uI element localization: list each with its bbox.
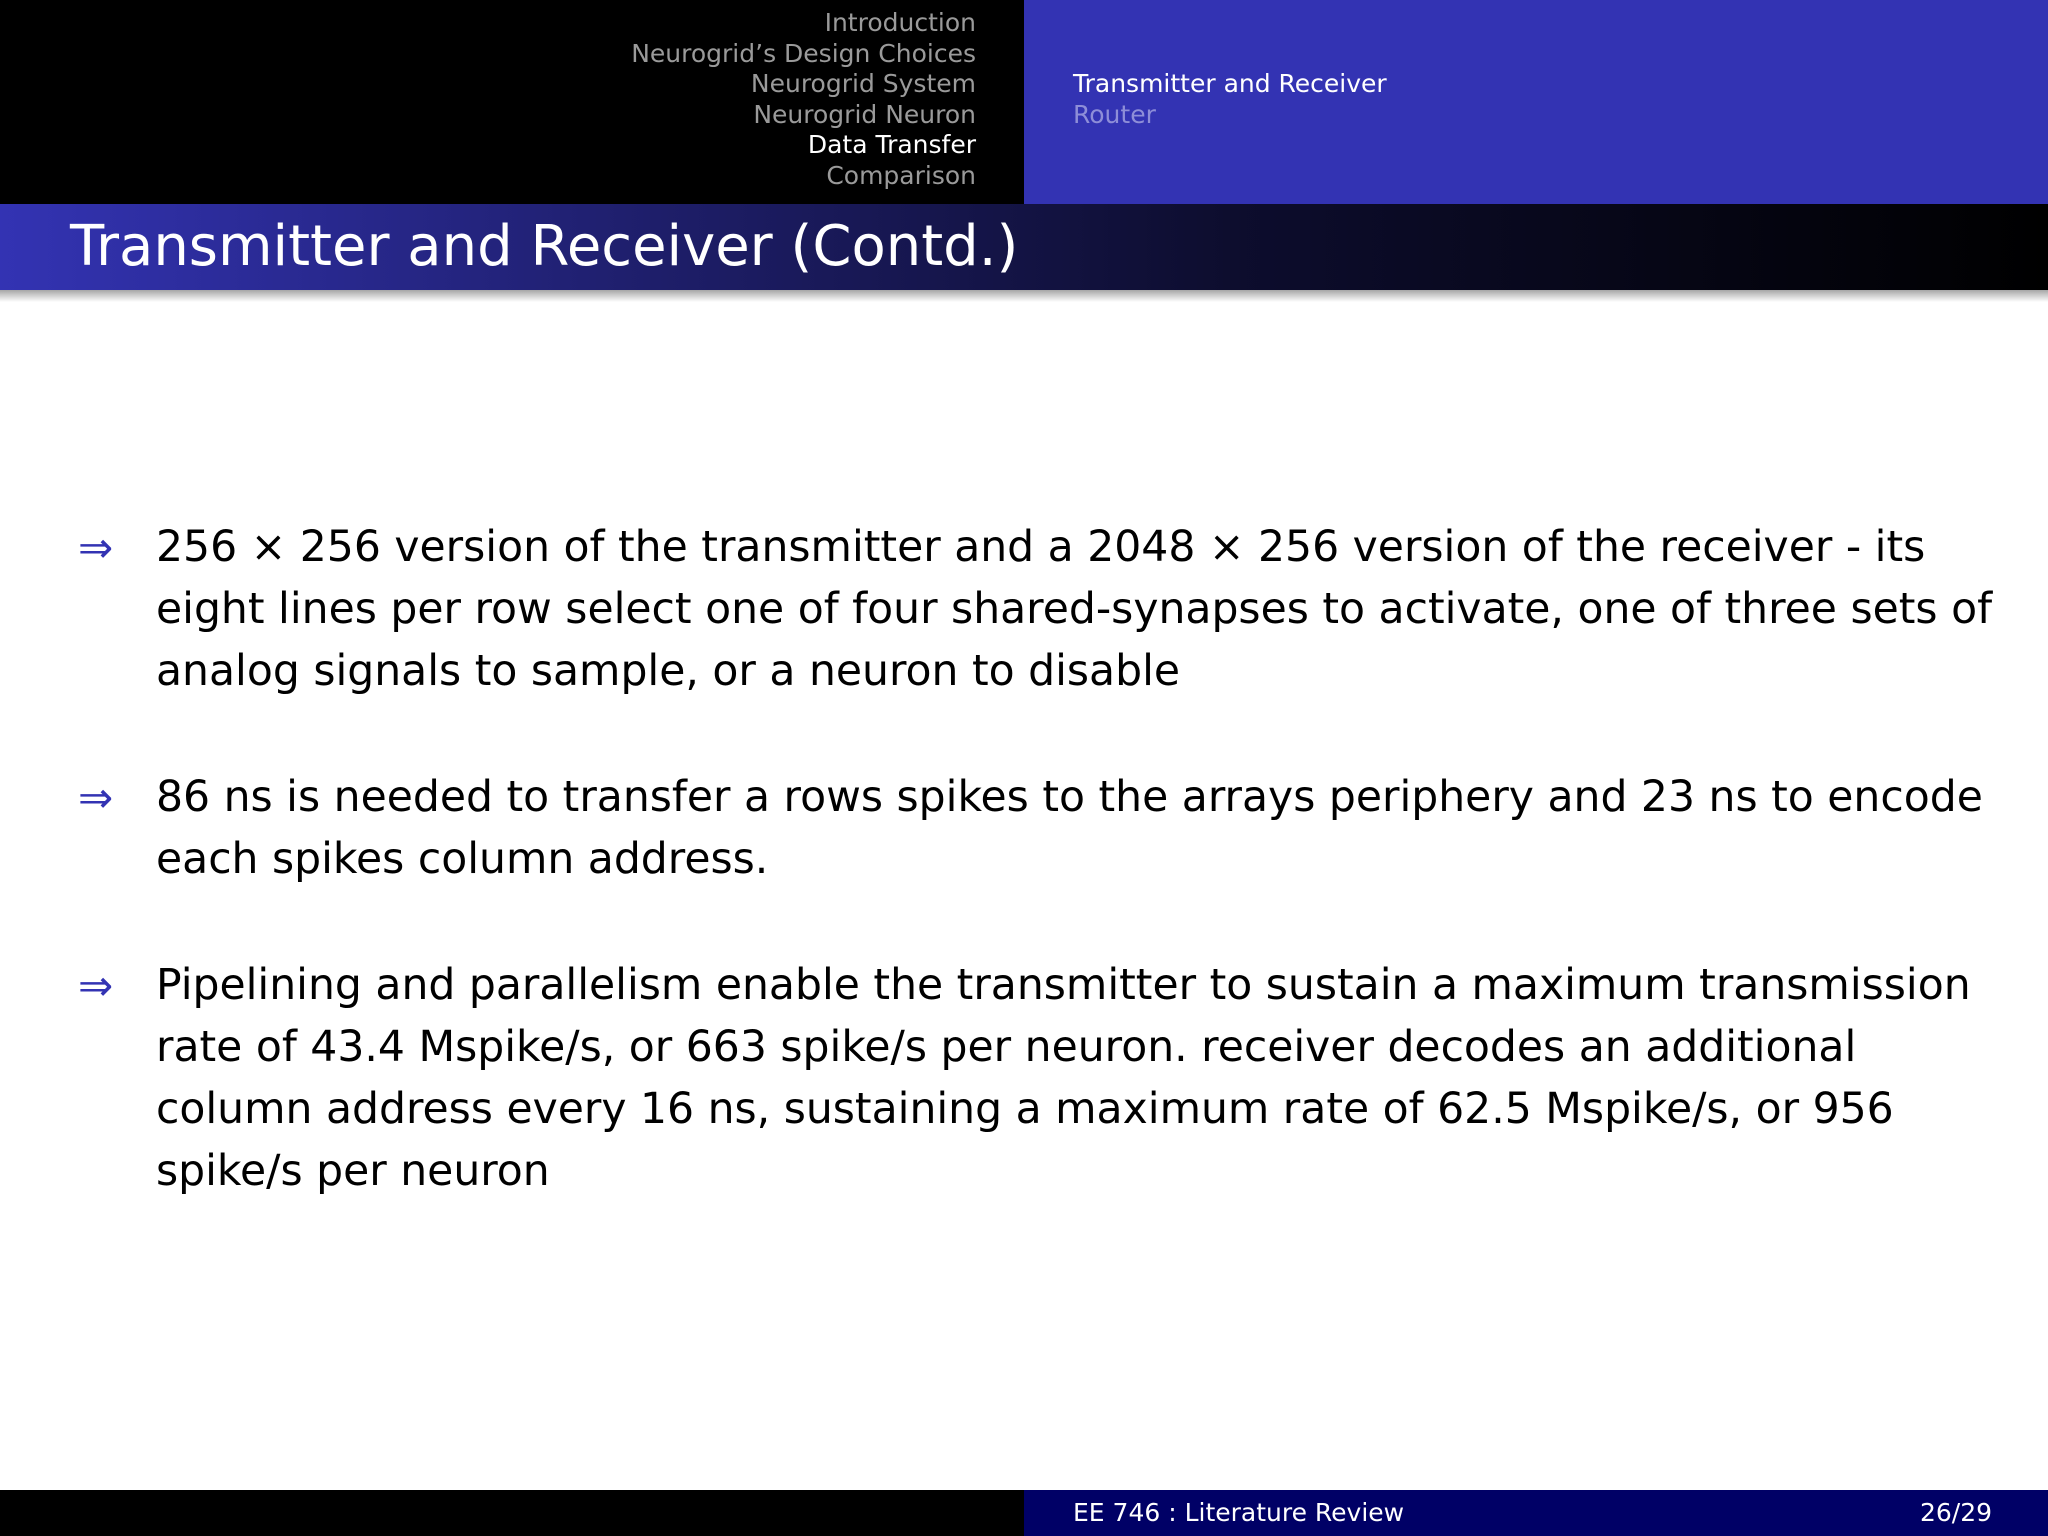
nav-subsection-transmitter-receiver[interactable]: Transmitter and Receiver	[1073, 69, 1387, 98]
frame-title: Transmitter and Receiver (Contd.)	[70, 214, 1019, 279]
footer-title: EE 746 : Literature Review	[1073, 1498, 1405, 1527]
nav-section-comparison[interactable]: Comparison	[826, 160, 976, 190]
bullet-item-1	[0, 517, 2048, 703]
subsection-list	[1073, 69, 1387, 130]
nav-section-neurogrid-neuron[interactable]: Neurogrid Neuron	[753, 99, 976, 129]
implies-arrow-icon: ⇒	[78, 523, 114, 572]
footer-left	[0, 1490, 1024, 1536]
frame-title-shadow	[0, 290, 2048, 302]
implies-arrow-icon: ⇒	[78, 961, 114, 1010]
section-list	[631, 8, 976, 191]
subsection-navigation	[1024, 0, 2048, 204]
nav-section-design-choices[interactable]: Neurogrid’s Design Choices	[631, 38, 976, 68]
bullet-text: 256 × 256 version of the transmitter and a 2048 × 256 version of the receiver - its eight lines per row select one of four shared-synapses to activate, one of three sets of analog signals to sample, or a neuron to disable	[156, 523, 1993, 696]
nav-section-introduction[interactable]: Introduction	[824, 8, 976, 37]
bullet-item-3	[0, 955, 2048, 1203]
footer-right	[1024, 1490, 2048, 1536]
page-number: 26/29	[1919, 1498, 1992, 1527]
bullet-text: Pipelining and parallelism enable the transmitter to sustain a maximum transmission rate of 43.4 Mspike/s, or 663 spike/s per neuron. receiver decodes an additional column address every 16 ns, sustaining a maximum rate of 62.5 Mspike/s, or 956 spike/s per neuron	[156, 961, 1971, 1196]
bullet-list	[0, 517, 2048, 1203]
bullet-text: 86 ns is needed to transfer a rows spikes to the arrays periphery and 23 ns to encode each spikes column address.	[156, 773, 1983, 884]
implies-arrow-icon: ⇒	[78, 773, 114, 822]
bullet-item-2	[0, 767, 2048, 891]
section-navigation	[0, 0, 1024, 204]
nav-subsection-router[interactable]: Router	[1073, 99, 1156, 129]
nav-section-neurogrid-system[interactable]: Neurogrid System	[750, 69, 976, 98]
nav-section-data-transfer[interactable]: Data Transfer	[807, 130, 976, 159]
